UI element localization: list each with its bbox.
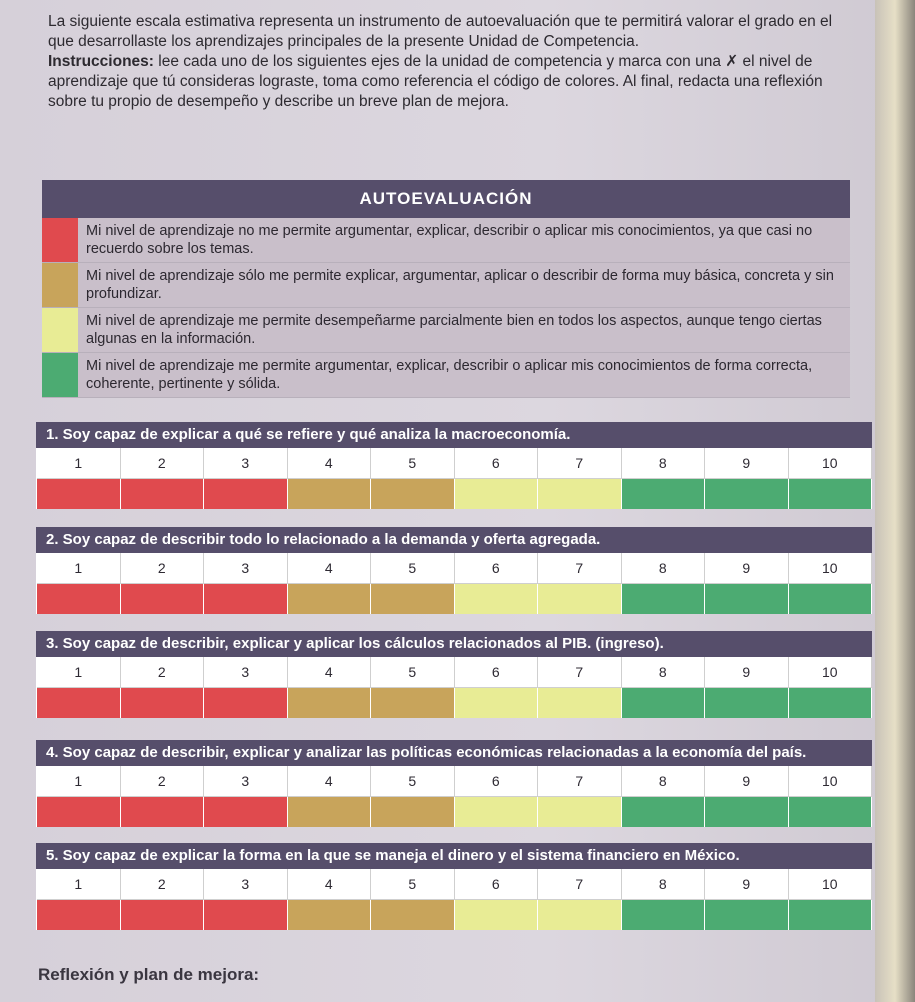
scale-number: 1	[37, 657, 121, 688]
rating-cell[interactable]	[37, 797, 121, 827]
legend-row	[42, 308, 850, 353]
rating-cell[interactable]	[204, 797, 288, 827]
rating-cell[interactable]	[121, 797, 205, 827]
scale-number: 1	[37, 553, 121, 584]
rating-cell[interactable]	[121, 584, 205, 614]
intro-text	[48, 12, 858, 112]
question-title: 5. Soy capaz de explicar la forma en la que se maneja el dinero y el sistema financiero en México.	[36, 843, 872, 869]
rating-cell[interactable]	[371, 479, 455, 509]
scale-number: 10	[789, 657, 873, 688]
rating-cell[interactable]	[789, 479, 873, 509]
scale-number: 10	[789, 448, 873, 479]
page-edge	[875, 0, 915, 1002]
scale-number: 7	[538, 553, 622, 584]
scale-number: 7	[538, 869, 622, 900]
scale-number: 3	[204, 553, 288, 584]
question-title: 1. Soy capaz de explicar a qué se refiere y qué analiza la macroeconomía.	[36, 422, 872, 448]
rating-cell[interactable]	[622, 584, 706, 614]
rating-cell[interactable]	[705, 479, 789, 509]
instructions-text: lee cada uno de los siguientes ejes de la unidad de competencia y marca con una ✗ el nivel de aprendizaje que tú consideras lograste, toma como referencia el código de colores. Al final, redacta una reflexión sobre tu propio de desempeño y describe un breve plan de mejora.	[48, 53, 823, 110]
scale-number: 4	[288, 766, 372, 797]
rating-scale	[36, 553, 872, 614]
scale-number: 4	[288, 448, 372, 479]
question-block	[36, 527, 872, 614]
legend-row	[42, 218, 850, 263]
autoevaluacion-legend	[42, 180, 850, 398]
legend-text: Mi nivel de aprendizaje me permite argumentar, explicar, describir o aplicar mis conocimientos de forma correcta, coherente, pertinente y sólida.	[86, 358, 813, 392]
scale-number: 2	[121, 869, 205, 900]
scale-number: 9	[705, 657, 789, 688]
instructions-label: Instrucciones:	[48, 53, 154, 70]
question-block	[36, 740, 872, 827]
scale-number: 9	[705, 766, 789, 797]
rating-cell[interactable]	[705, 797, 789, 827]
rating-cell[interactable]	[455, 900, 539, 930]
rating-cell[interactable]	[204, 584, 288, 614]
rating-cell[interactable]	[204, 688, 288, 718]
rating-cell[interactable]	[789, 584, 873, 614]
question-title: 3. Soy capaz de describir, explicar y aplicar los cálculos relacionados al PIB. (ingreso).	[36, 631, 872, 657]
rating-cell[interactable]	[37, 688, 121, 718]
legend-text: Mi nivel de aprendizaje sólo me permite explicar, argumentar, aplicar o describir de forma muy básica, concreta y sin profundizar.	[86, 268, 834, 302]
rating-cell[interactable]	[622, 688, 706, 718]
autoevaluacion-title: AUTOEVALUACIÓN	[42, 180, 850, 218]
rating-cell[interactable]	[622, 900, 706, 930]
rating-cell[interactable]	[538, 688, 622, 718]
scale-number: 8	[622, 657, 706, 688]
scale-number: 2	[121, 657, 205, 688]
legend-color-swatch	[42, 218, 78, 262]
scale-number: 6	[455, 448, 539, 479]
scale-number: 6	[455, 553, 539, 584]
rating-cell[interactable]	[455, 797, 539, 827]
scale-number: 3	[204, 766, 288, 797]
scale-number: 5	[371, 448, 455, 479]
rating-cell[interactable]	[288, 797, 372, 827]
rating-cell[interactable]	[538, 900, 622, 930]
rating-cell[interactable]	[204, 900, 288, 930]
scale-number: 2	[121, 448, 205, 479]
rating-scale	[36, 657, 872, 718]
rating-cell[interactable]	[622, 797, 706, 827]
rating-cell[interactable]	[121, 688, 205, 718]
rating-scale	[36, 766, 872, 827]
rating-cell[interactable]	[37, 584, 121, 614]
scale-number: 8	[622, 766, 706, 797]
scale-number: 4	[288, 869, 372, 900]
scale-number: 10	[789, 869, 873, 900]
scale-number: 7	[538, 448, 622, 479]
scale-number: 6	[455, 766, 539, 797]
rating-cell[interactable]	[371, 584, 455, 614]
scale-number: 1	[37, 766, 121, 797]
scale-number: 9	[705, 869, 789, 900]
question-title: 4. Soy capaz de describir, explicar y analizar las políticas económicas relacionadas a la economía del país.	[36, 740, 872, 766]
rating-cell[interactable]	[705, 900, 789, 930]
scale-number: 10	[789, 553, 873, 584]
rating-cell[interactable]	[455, 479, 539, 509]
instructions-paragraph	[48, 52, 858, 112]
rating-cell[interactable]	[37, 900, 121, 930]
legend-color-swatch	[42, 353, 78, 397]
scale-number: 2	[121, 553, 205, 584]
legend-row	[42, 263, 850, 308]
rating-cell[interactable]	[455, 584, 539, 614]
rating-scale	[36, 448, 872, 509]
scale-number: 6	[455, 657, 539, 688]
rating-cell[interactable]	[288, 900, 372, 930]
legend-color-swatch	[42, 308, 78, 352]
scale-number: 6	[455, 869, 539, 900]
scale-number: 9	[705, 553, 789, 584]
rating-cell[interactable]	[371, 900, 455, 930]
rating-cell[interactable]	[538, 584, 622, 614]
rating-cell[interactable]	[538, 479, 622, 509]
scale-number: 5	[371, 869, 455, 900]
rating-cell[interactable]	[789, 688, 873, 718]
scale-number: 9	[705, 448, 789, 479]
rating-cell[interactable]	[371, 797, 455, 827]
rating-cell[interactable]	[789, 900, 873, 930]
rating-cell[interactable]	[37, 479, 121, 509]
question-block	[36, 422, 872, 509]
rating-scale	[36, 869, 872, 930]
intro-paragraph: La siguiente escala estimativa representa un instrumento de autoevaluación que te permitirá valorar el grado en el que desarrollaste los aprendizajes principales de la presente Unidad de Competencia.	[48, 13, 833, 50]
rating-cell[interactable]	[288, 688, 372, 718]
legend-color-swatch	[42, 263, 78, 307]
question-title: 2. Soy capaz de describir todo lo relacionado a la demanda y oferta agregada.	[36, 527, 872, 553]
scale-number: 7	[538, 766, 622, 797]
scale-number: 10	[789, 766, 873, 797]
rating-cell[interactable]	[288, 584, 372, 614]
scale-number: 1	[37, 448, 121, 479]
rating-cell[interactable]	[538, 797, 622, 827]
rating-cell[interactable]	[705, 688, 789, 718]
scale-number: 4	[288, 657, 372, 688]
scale-number: 3	[204, 869, 288, 900]
rating-cell[interactable]	[455, 688, 539, 718]
reflexion-label: Reflexión y plan de mejora:	[38, 965, 260, 984]
rating-cell[interactable]	[622, 479, 706, 509]
question-block	[36, 843, 872, 930]
legend-row	[42, 353, 850, 398]
scale-number: 3	[204, 657, 288, 688]
scale-number: 4	[288, 553, 372, 584]
scale-number: 3	[204, 448, 288, 479]
rating-cell[interactable]	[789, 797, 873, 827]
rating-cell[interactable]	[204, 479, 288, 509]
scale-number: 5	[371, 766, 455, 797]
scale-number: 5	[371, 553, 455, 584]
rating-cell[interactable]	[371, 688, 455, 718]
scale-number: 1	[37, 869, 121, 900]
legend-text: Mi nivel de aprendizaje me permite desempeñarme parcialmente bien en todos los aspectos, aunque tengo ciertas algunas en la información.	[86, 313, 822, 347]
question-block	[36, 631, 872, 718]
scale-number: 5	[371, 657, 455, 688]
scale-number: 8	[622, 553, 706, 584]
rating-cell[interactable]	[288, 479, 372, 509]
scale-number: 8	[622, 869, 706, 900]
legend-text: Mi nivel de aprendizaje no me permite argumentar, explicar, describir o aplicar mis conocimientos, ya que casi no recuerdo sobre los temas.	[86, 223, 813, 257]
scale-number: 2	[121, 766, 205, 797]
rating-cell[interactable]	[121, 479, 205, 509]
scale-number: 8	[622, 448, 706, 479]
scale-number: 7	[538, 657, 622, 688]
rating-cell[interactable]	[121, 900, 205, 930]
rating-cell[interactable]	[705, 584, 789, 614]
